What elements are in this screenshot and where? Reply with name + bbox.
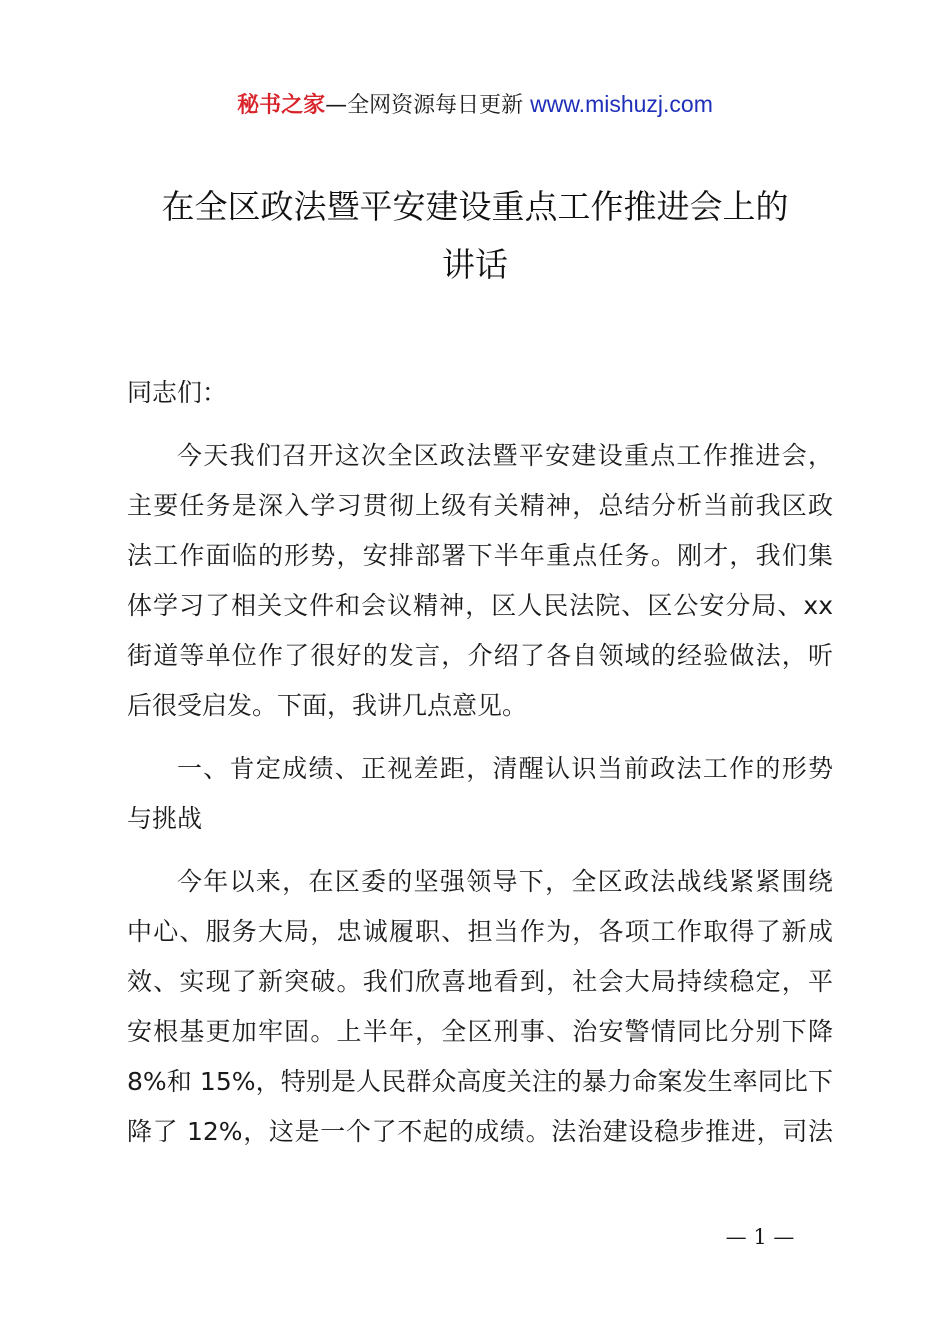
banner-tagline: —全网资源每日更新 <box>325 93 531 118</box>
brand-name: 秘书之家 <box>237 93 326 118</box>
paragraph-line: 安根基更加牢固。上半年，全区刑事、治安警情同比分别下降 <box>127 1017 833 1046</box>
document-body <box>127 368 833 1157</box>
title-line-1: 在全区政法暨平安建设重点工作推进会上的 <box>161 187 789 226</box>
paragraph-line: 法工作面临的形势，安排部署下半年重点任务。刚才，我们集 <box>127 541 833 570</box>
heading-line: 一、肯定成绩、正视差距，清醒认识当前政法工作的形势 <box>177 754 833 783</box>
paragraph-line: 今天我们召开这次全区政法暨平安建设重点工作推进会， <box>177 441 833 470</box>
page-number: — 1 — <box>725 1225 795 1249</box>
paragraph-line: 效、实现了新突破。我们欣喜地看到，社会大局持续稳定，平 <box>127 967 833 996</box>
paragraph-line: 降了 12%，这是一个了不起的成绩。法治建设稳步推进，司法 <box>127 1117 833 1146</box>
paragraph-line: 中心、服务大局，忠诚履职、担当作为，各项工作取得了新成 <box>127 917 833 946</box>
paragraph-line: 今年以来，在区委的坚强领导下，全区政法战线紧紧围绕 <box>177 867 833 896</box>
site-banner <box>0 88 950 122</box>
paragraph-line: 后很受启发。下面，我讲几点意见。 <box>127 691 528 720</box>
paragraph-line: 主要任务是深入学习贯彻上级有关精神，总结分析当前我区政 <box>127 491 833 520</box>
paragraph-line: 街道等单位作了很好的发言，介绍了各自领域的经验做法，听 <box>127 641 833 670</box>
salutation: 同志们： <box>127 378 228 407</box>
paragraph-opening <box>127 431 833 731</box>
title-line-2: 讲话 <box>442 245 508 284</box>
section-heading-1 <box>127 744 833 844</box>
paragraph-line: 体学习了相关文件和会议精神，区人民法院、区公安分局、xx <box>127 591 833 620</box>
heading-line: 与挑战 <box>127 804 203 833</box>
document-title <box>100 178 850 294</box>
paragraph-achievements <box>127 857 833 1157</box>
banner-url-link[interactable]: www.mishuzj.com <box>530 91 713 117</box>
paragraph-line: 8%和 15%，特别是人民群众高度关注的暴力命案发生率同比下 <box>127 1067 833 1096</box>
